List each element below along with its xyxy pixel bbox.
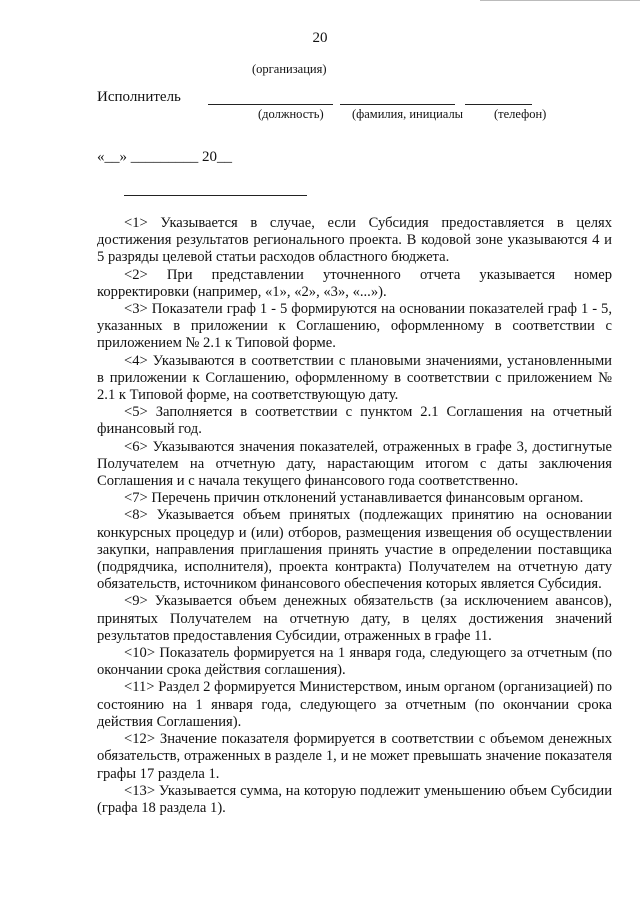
footnote-11: <11> Раздел 2 формируется Министерством, иным органом (организацией) по состоянию на 1 января года, следующего за отчетным (по окончании срока действия Соглашения). <box>97 679 612 730</box>
footnote-12: <12> Значение показателя формируется в соответствии с объемом денежных обязательств, отраженных в разделе 1, и не может превышать значение показателя графы 17 раздела 1. <box>97 731 612 782</box>
phone-caption: (телефон) <box>494 107 547 121</box>
organization-caption: (организация) <box>252 62 327 76</box>
footnote-8: <8> Указывается объем принятых (подлежащих принятию на основании конкурсных процедур и (или) отборов, размещения извещения об осуществлении закупки, направления приглашения принять участие в определении поставщика (подрядчика, исполнителя), проекта контракта) Получателем на отчетную дату обязательств, источником финансового обеспечения которых является Субсидия. <box>97 507 612 593</box>
footnote-6: <6> Указываются значения показателей, отраженных в графе 3, достигнутые Получателем на отчетную дату, нарастающим итогом с даты заключения Соглашения и с начала текущего финансового года соответственно. <box>97 438 612 490</box>
footnotes <box>97 215 612 817</box>
executor-label: Исполнитель <box>97 89 181 105</box>
footnote-10: <10> Показатель формируется на 1 января года, следующего за отчетным (по окончании срока действия соглашения). <box>97 645 612 679</box>
phone-signature-line <box>465 104 532 105</box>
footnote-separator <box>124 195 307 196</box>
footnote-5: <5> Заполняется в соответствии с пунктом 2.1 Соглашения на отчетный финансовый год. <box>97 404 612 438</box>
footnote-1: <1> Указывается в случае, если Субсидия предоставляется в целях достижения результатов регионального проекта. В кодовой зоне указываются 4 и 5 разряды целевой статьи расходов областного бюджета. <box>97 215 612 266</box>
date-line: «__» _________ 20__ <box>97 149 232 165</box>
footnote-4: <4> Указываются в соответствии с плановыми значениями, установленными в приложении к Соглашению, оформленному в соответствии с приложением № 2.1 к Типовой форме, на соответствующую дату. <box>97 352 612 404</box>
footnote-13: <13> Указывается сумма, на которую подлежит уменьшению объем Субсидии (графа 18 раздела 1). <box>97 782 612 816</box>
position-caption: (должность) <box>258 107 324 121</box>
footnote-9: <9> Указывается объем денежных обязательств (за исключением авансов), принятых Получателем на отчетную дату, в целях достижения значений результатов предоставления Субсидии, отраженных в графе 11. <box>97 593 612 644</box>
footnote-2: <2> При представлении уточненного отчета указывается номер корректировки (например, «1», «2», «3», «...»). <box>97 266 612 300</box>
scan-edge-mark <box>480 0 640 3</box>
footnote-3: <3> Показатели граф 1 - 5 формируются на основании показателей граф 1 - 5, указанных в приложении к Соглашению, оформленному в соответствии с приложением № 2.1 к Типовой форме. <box>97 301 612 352</box>
position-signature-line <box>208 104 333 105</box>
name-caption: (фамилия, инициалы <box>352 107 464 121</box>
page-number: 20 <box>312 30 328 46</box>
footnote-7: <7> Перечень причин отклонений устанавливается финансовым органом. <box>124 490 584 507</box>
name-signature-line <box>340 104 455 105</box>
